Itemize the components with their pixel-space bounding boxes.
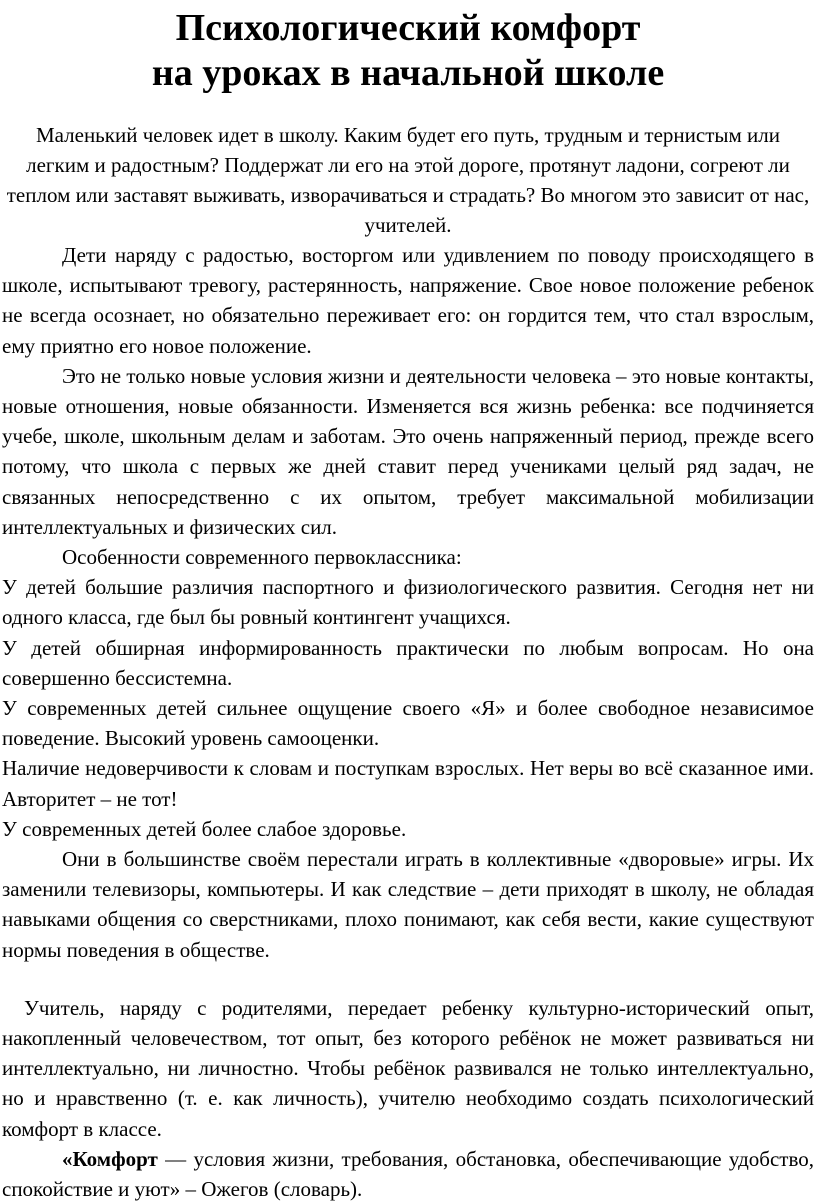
feature-item: У детей обширная информированность практически по любым вопросам. Но она совершенно бессистемна. <box>2 635 814 690</box>
feature-item: Наличие недоверчивости к словам и поступкам взрослых. Нет веры во всё сказанное ими. Авторитет – не тот! <box>2 756 814 811</box>
definition-paragraph <box>2 1144 814 1204</box>
title-line-1: Психологический комфорт <box>175 7 641 49</box>
feature-item: У современных детей более слабое здоровье. <box>2 816 407 841</box>
definition-text: — условия жизни, требования, обстановка, обеспечивающие удобство, спокойствие и уют» – Ожегов (словарь). <box>2 1146 814 1202</box>
paragraph-children-feelings: Дети наряду с радостью, восторгом или удивлением по поводу происходящего в школе, испытывают тревогу, растерянность, напряжение. Свое новое положение ребенок не всегда осознает, но обязательно переживает его: он гордится тем, что стал взрослым, ему приятно его новое положение. <box>2 243 814 358</box>
features-heading: Особенности современного первоклассника: <box>62 545 462 570</box>
document-title <box>2 6 814 96</box>
feature-item: У современных детей сильнее ощущение своего «Я» и более свободное независимое поведение. Высокий уровень самооценки. <box>2 696 814 751</box>
paragraph-games: Они в большинстве своём перестали играть в коллективные «дворовые» игры. Их заменили телевизоры, компьютеры. И как следствие – дети приходят в школу, не обладая навыками общения со сверстниками, плохо понимают, как себя вести, какие существуют нормы поведения в обществе. <box>2 847 814 962</box>
paragraph-teacher: Учитель, наряду с родителями, передает ребенку культурно-исторический опыт, накопленный человечеством, тот опыт, без которого ребёнок не может развиваться ни интеллектуально, ни личностно. Чтобы ребёнок развивался не только интеллектуально, но и нравственно (т. е. как личность), учителю необходимо создать психологический комфорт в классе. <box>2 995 814 1141</box>
paragraph-new-conditions: Это не только новые условия жизни и деятельности человека – это новые контакты, новые отношения, новые обязанности. Изменяется вся жизнь ребенка: все подчиняется учебе, школе, школьным делам и заботам. Это очень напряженный период, прежде всего потому, что школа с первых же дней ставит перед учениками целый ряд задач, не связанных непосредственно с их опытом, требует максимальной мобилизации интеллектуальных и физических сил. <box>2 363 814 539</box>
definition-term: «Комфорт <box>62 1146 158 1171</box>
title-line-2: на уроках в начальной школе <box>151 52 665 94</box>
feature-item: У детей большие различия паспортного и физиологического развития. Сегодня нет ни одного класса, где был бы ровный контингент учащихся. <box>2 575 814 630</box>
intro-paragraph: Маленький человек идет в школу. Каким будет его путь, трудным и тернистым или легким и радостным? Поддержат ли его на этой дороге, протянут ладони, согреют ли теплом или заставят выживать, изворачиваться и страдать? Во многом это зависит от нас, учителей. <box>6 123 810 237</box>
